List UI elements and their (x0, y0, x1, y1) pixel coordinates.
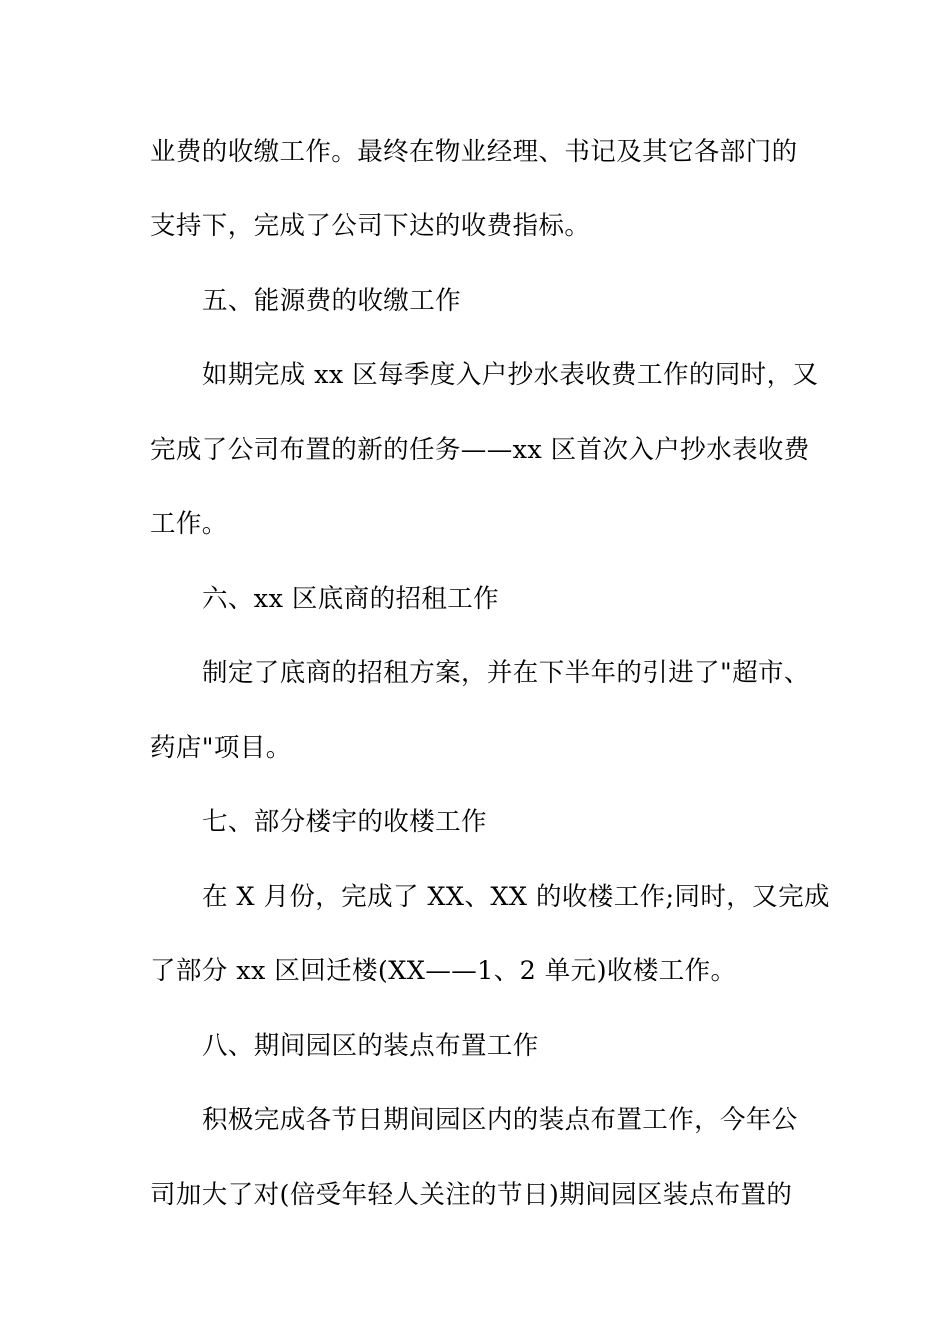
section-heading: 六、xx 区底商的招租工作 (202, 584, 500, 614)
paragraph-line: 了部分 xx 区回迁楼(XX——1、2 单元)收楼工作。 (150, 956, 737, 986)
section-heading: 五、能源费的收缴工作 (202, 286, 462, 316)
paragraph-line: 药店"项目。 (150, 733, 292, 763)
section-heading: 七、部分楼宇的收楼工作 (202, 807, 487, 837)
section-heading: 八、期间园区的装点布置工作 (202, 1031, 539, 1061)
paragraph-line: 完成了公司布置的新的任务——xx 区首次入户抄水表收费 (150, 435, 810, 465)
paragraph-line: 积极完成各节日期间园区内的装点布置工作，今年公 (202, 1105, 798, 1135)
paragraph-line: 司加大了对(倍受年轻人关注的节日)期间园区装点布置的 (150, 1180, 793, 1210)
paragraph-line: 工作。 (150, 509, 228, 539)
paragraph-line: 在 X 月份，完成了 XX、XX 的收楼工作;同时，又完成 (202, 882, 830, 912)
paragraph-line: 制定了底商的招租方案，并在下半年的引进了"超市、 (202, 658, 810, 688)
paragraph-line: 支持下，完成了公司下达的收费指标。 (150, 211, 591, 241)
paragraph-line: 如期完成 xx 区每季度入户抄水表收费工作的同时，又 (202, 360, 819, 390)
paragraph-line: 业费的收缴工作。最终在物业经理、书记及其它各部门的 (150, 137, 798, 167)
